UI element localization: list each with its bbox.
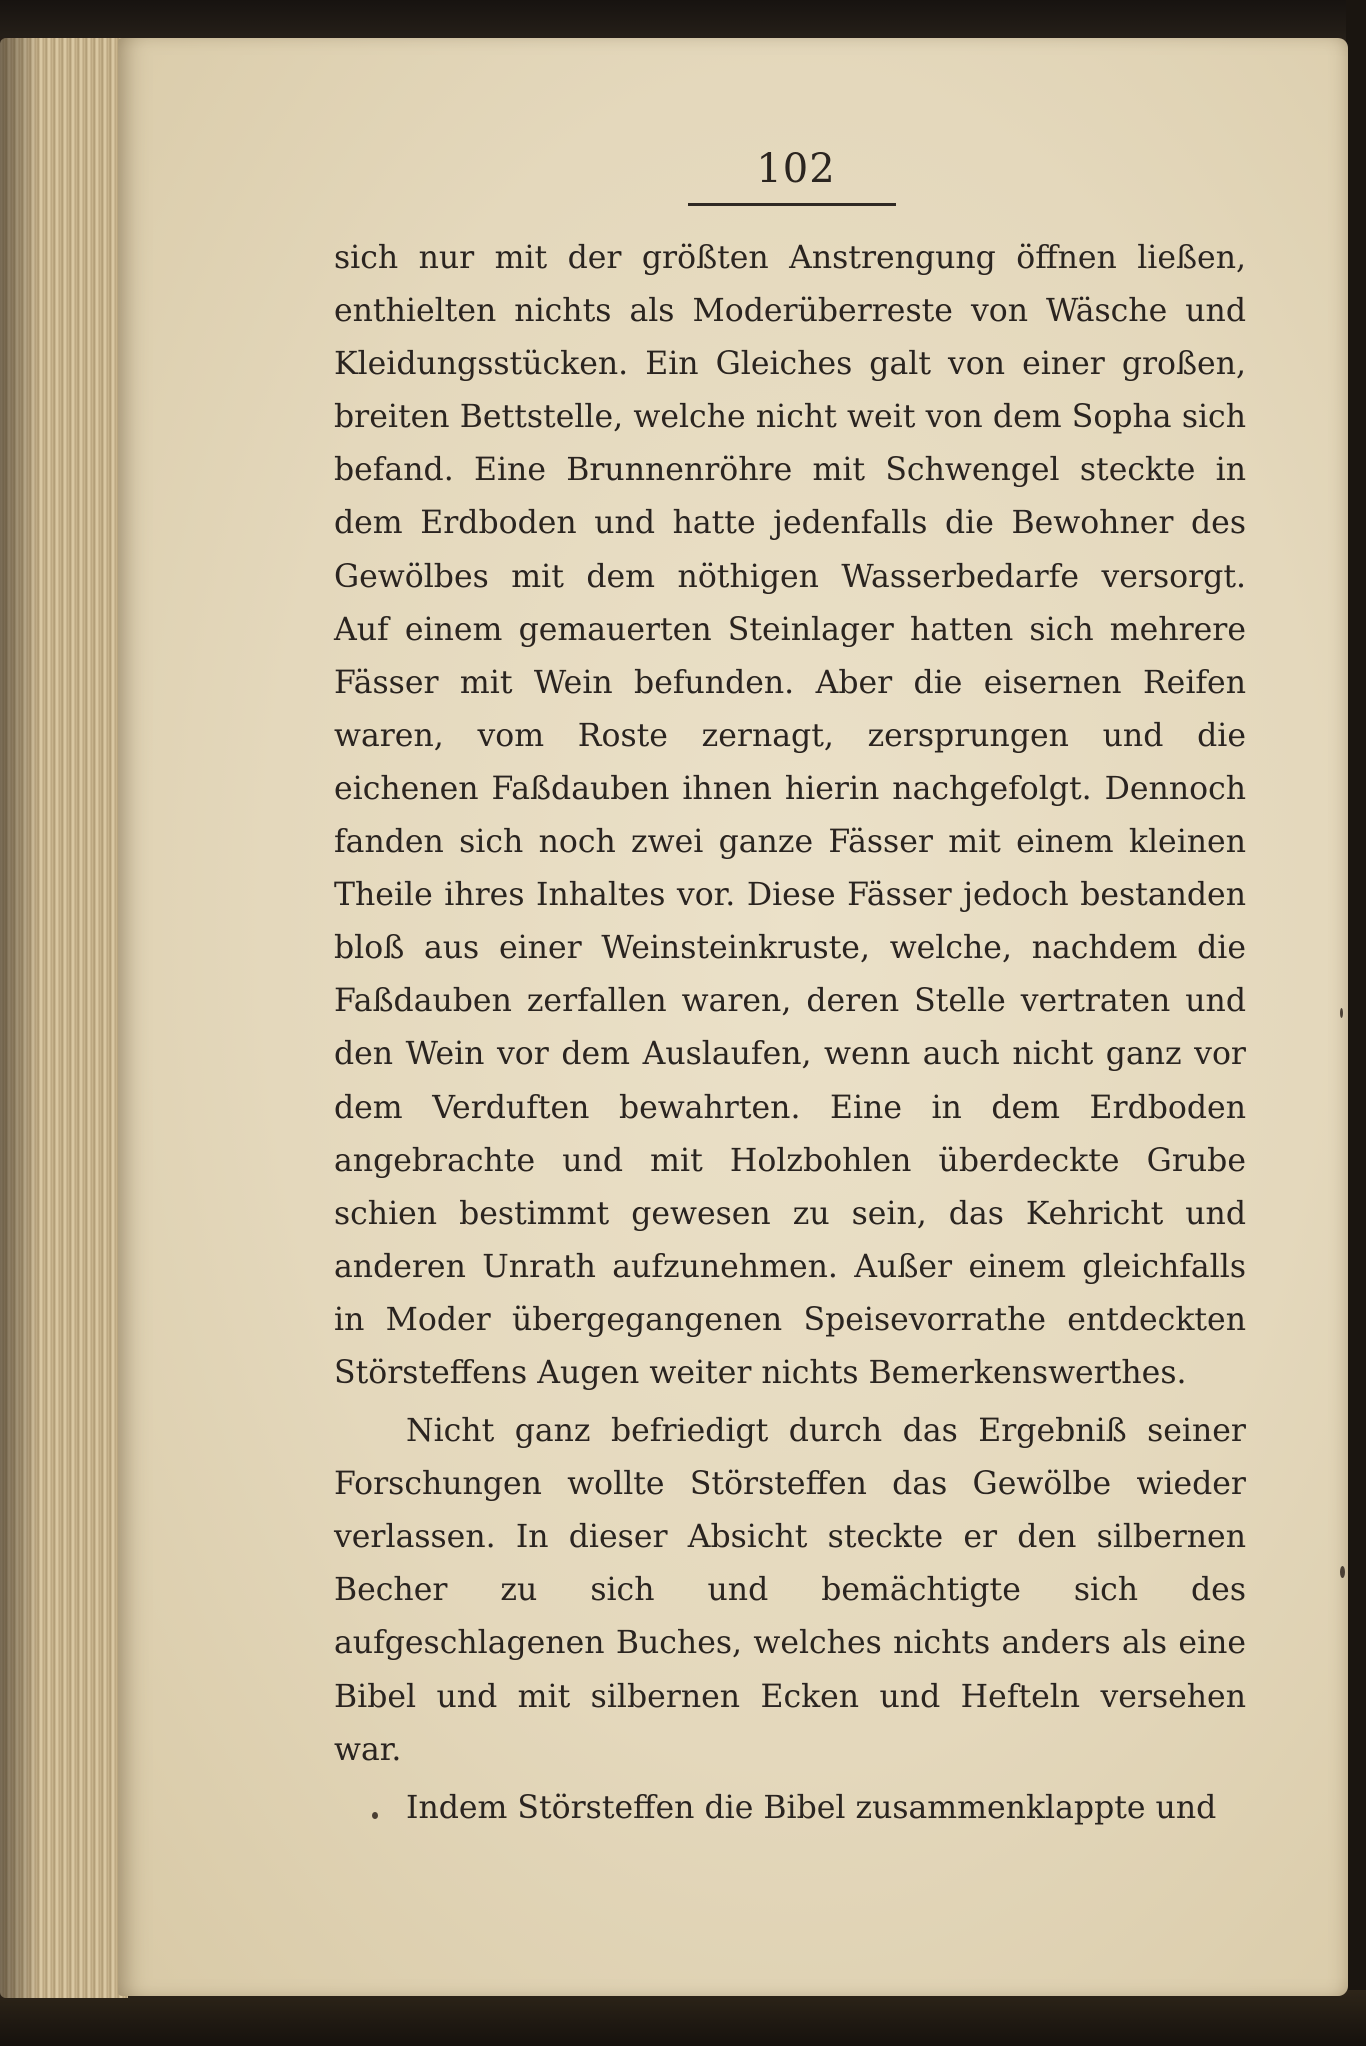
page-number: 102 [756, 146, 836, 192]
book-cover-right-edge [1346, 0, 1366, 2046]
page-number-rule [688, 203, 896, 206]
paragraph-2: Nicht ganz befriedigt durch das Ergebniß seiner Forschungen wollte Störsteffen das Gewölbe wieder verlassen. In dieser Absicht steckte er den silbernen Becher zu sich und bemächtigte sich des aufgeschlagenen Buches, welches nichts anders als eine Bibel und mit silbernen Ecken und Hefteln versehen war. [334, 1413, 1246, 1768]
paper-speck [1340, 1566, 1345, 1578]
page-stack-shadow [0, 38, 40, 1998]
paragraph-3: Indem Störsteffen die Bibel zusammenklappte und [406, 1789, 1217, 1826]
paragraph-1: sich nur mit der größten Anstrengung öffnen ließen, enthielten nichts als Moderüberreste von Wäsche und Kleidungsstücken. Ein Gleiches galt von einer großen, breiten Bettstelle, welche nicht weit von dem Sopha sich befand. Eine Brunnenröhre mit Schwengel steckte in dem Erdboden und hatte jedenfalls die Bewohner des Gewölbes mit dem nöthigen Wasserbedarfe versorgt. Auf einem gemauerten Steinlager hatten sich mehrere Fässer mit Wein befunden. Aber die eisernen Reifen waren, vom Roste zernagt, zersprungen und die eichenen Faßdauben ihnen hierin nachgefolgt. Dennoch fanden sich noch zwei ganze Fässer mit einem kleinen Theile ihres Inhaltes vor. Diese Fässer jedoch bestanden bloß aus einer Weinsteinkruste, welche, nachdem die Faßdauben zerfallen waren, deren Stelle vertraten und den Wein vor dem Auslaufen, wenn auch nicht ganz vor dem Verduften bewahrten. Eine in dem Erdboden angebrachte und mit Holzbohlen überdeckte Grube schien bestimmt gewesen zu sein, das Kehricht und anderen Unrath aufzunehmen. Außer einem gleichfalls in Moder übergegangenen Speisevorrathe entdeckten Störsteffens Augen weiter nichts Bemerkenswerthes. [334, 240, 1246, 1391]
paper-speck [1340, 1008, 1343, 1018]
paper-speck [372, 1812, 378, 1819]
book-cover-bottom-edge [0, 1990, 1366, 2046]
body-text [334, 232, 1246, 1835]
